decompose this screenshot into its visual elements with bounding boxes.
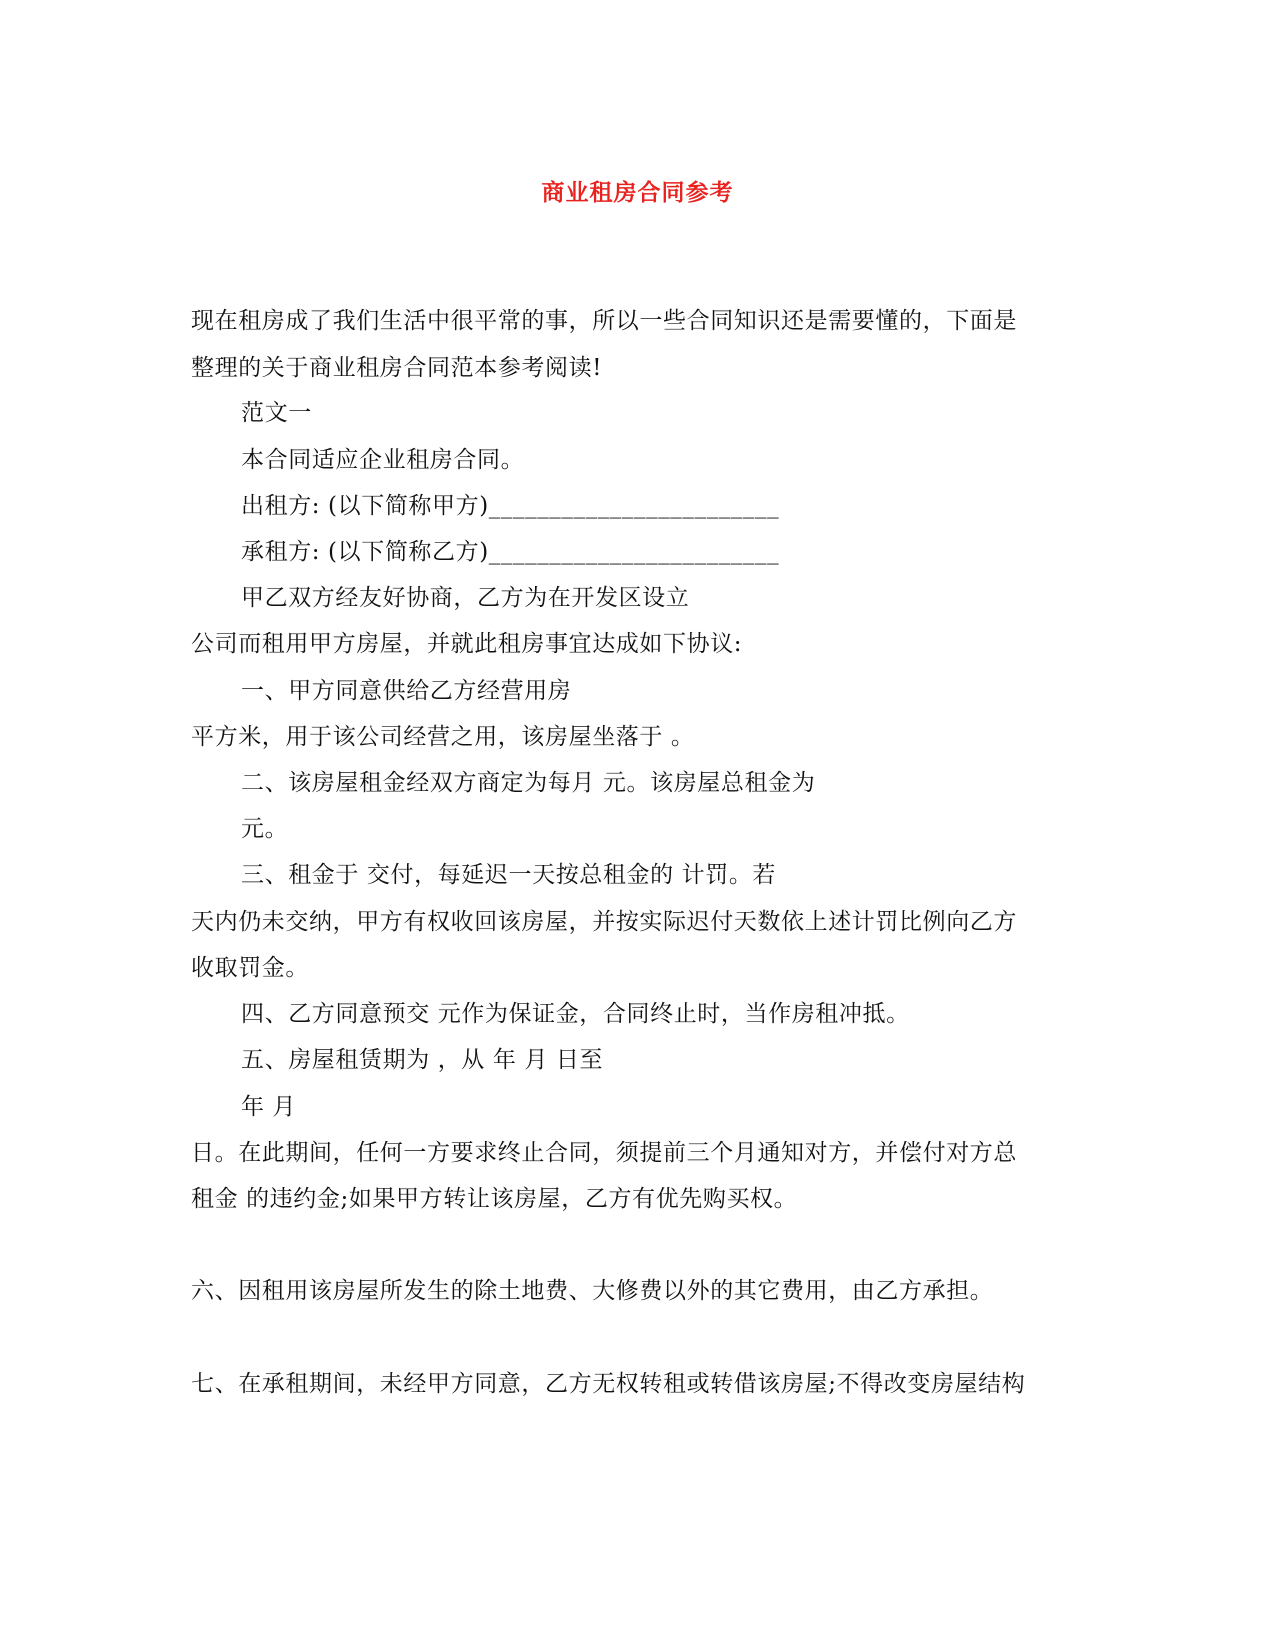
clause-line: 收取罚金。 bbox=[191, 955, 309, 981]
paragraph-line: 公司而租用甲方房屋，并就此租房事宜达成如下协议: bbox=[191, 631, 743, 657]
lessor-line: 出租方: (以下简称甲方)________________________ bbox=[241, 493, 780, 519]
clause-line: 天内仍未交纳，甲方有权收回该房屋，并按实际迟付天数依上述计罚比例向乙方 bbox=[191, 909, 1017, 935]
clause-line: 平方米，用于该公司经营之用，该房屋坐落于 。 bbox=[191, 724, 695, 750]
clause-line: 五、房屋租赁期为 ，从 年 月 日至 bbox=[241, 1047, 604, 1073]
paragraph-line: 现在租房成了我们生活中很平常的事，所以一些合同知识还是需要懂的，下面是 bbox=[191, 308, 1017, 334]
clause-line: 元。 bbox=[241, 816, 289, 842]
paragraph-line: 整理的关于商业租房合同范本参考阅读! bbox=[191, 355, 603, 381]
clause-line: 日。在此期间，任何一方要求终止合同，须提前三个月通知对方，并偿付对方总 bbox=[191, 1140, 1017, 1166]
paragraph-line: 本合同适应企业租房合同。 bbox=[241, 447, 525, 473]
paragraph-line: 甲乙双方经友好协商，乙方为在开发区设立 bbox=[241, 585, 690, 611]
lessee-line: 承租方: (以下简称乙方)________________________ bbox=[241, 539, 780, 565]
clause-line: 三、租金于 交付，每延迟一天按总租金的 计罚。若 bbox=[241, 862, 777, 888]
section-heading: 范文一 bbox=[241, 400, 312, 426]
clause-line: 四、乙方同意预交 元作为保证金，合同终止时，当作房租冲抵。 bbox=[241, 1001, 910, 1027]
clause-line: 租金 的违约金;如果甲方转让该房屋，乙方有优先购买权。 bbox=[191, 1186, 798, 1212]
clause-line: 一、甲方同意供给乙方经营用房 bbox=[241, 678, 572, 704]
clause-line: 六、因租用该房屋所发生的除土地费、大修费以外的其它费用，由乙方承担。 bbox=[191, 1278, 994, 1304]
clause-line: 二、该房屋租金经双方商定为每月 元。该房屋总租金为 bbox=[241, 770, 816, 796]
document-title: 商业租房合同参考 bbox=[541, 179, 734, 206]
clause-line: 年 月 bbox=[241, 1094, 297, 1120]
clause-line: 七、在承租期间，未经甲方同意，乙方无权转租或转借该房屋;不得改变房屋结构 bbox=[191, 1371, 1026, 1397]
